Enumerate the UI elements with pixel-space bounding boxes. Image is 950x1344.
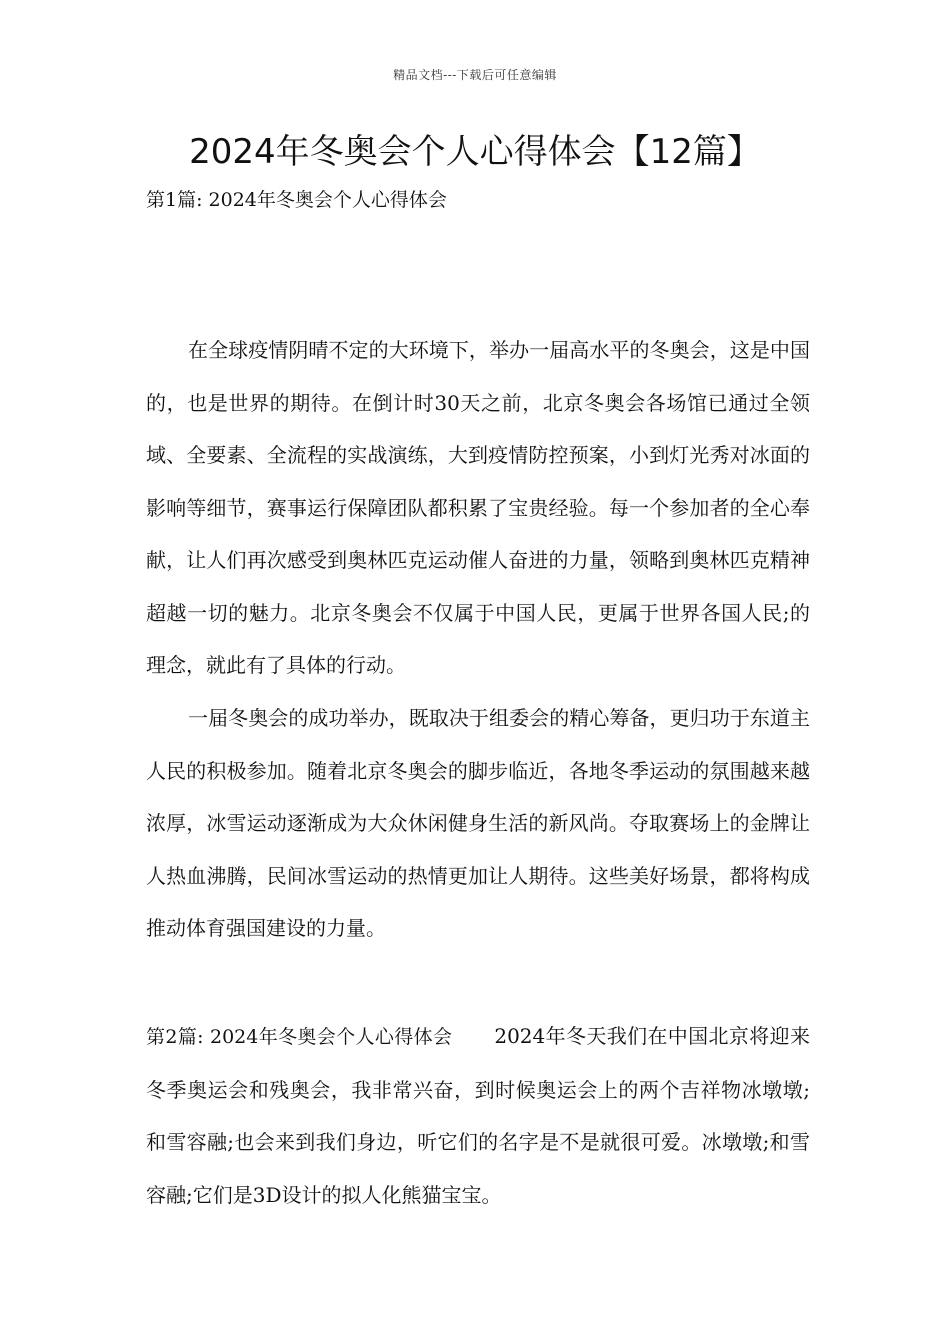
section-2-heading: 第2篇: 2024年冬奥会个人心得体会 [146, 1026, 453, 1048]
document-title: 2024年冬奥会个人心得体会【12篇】 [189, 132, 761, 172]
section-2-paragraph [146, 1010, 810, 1221]
section-1-heading: 第1篇: 2024年冬奥会个人心得体会 [146, 189, 447, 211]
section-1-paragraph-2: 一届冬奥会的成功举办，既取决于组委会的精心筹备，更归功于东道主人民的积极参加。随着北京冬奥会的脚步临近，各地冬季运动的氛围越来越浓厚，冰雪运动逐渐成为大众休闲健身生活的新风尚。夺取赛场上的金牌让人热血沸腾，民间冰雪运动的热情更加让人期待。这些美好场景，都将构成推动体育强国建设的力量。 [146, 706, 810, 940]
header-note: 精品文档---下载后可任意编辑 [393, 68, 557, 82]
section-1-paragraph-1: 在全球疫情阴晴不定的大环境下，举办一届高水平的冬奥会，这是中国的，也是世界的期待。在倒计时30天之前，北京冬奥会各场馆已通过全领域、全要素、全流程的实战演练，大到疫情防控预案，小到灯光秀对冰面的影响等细节，赛事运行保障团队都积累了宝贵经验。每一个参加者的全心奉献，让人们再次感受到奥林匹克运动催人奋进的力量，领略到奥林匹克精神超越一切的魅力。北京冬奥会不仅属于中国人民，更属于世界各国人民;的理念，就此有了具体的行动。 [146, 338, 810, 677]
section-2-text: 2024年冬天我们在中国北京将迎来冬季奥运会和残奥会，我非常兴奋，到时候奥运会上的两个吉祥物冰墩墩;和雪容融;也会来到我们身边，听它们的名字是不是就很可爱。冰墩墩;和雪容融;它们是3D设计的拟人化熊猫宝宝。 [146, 1024, 810, 1207]
